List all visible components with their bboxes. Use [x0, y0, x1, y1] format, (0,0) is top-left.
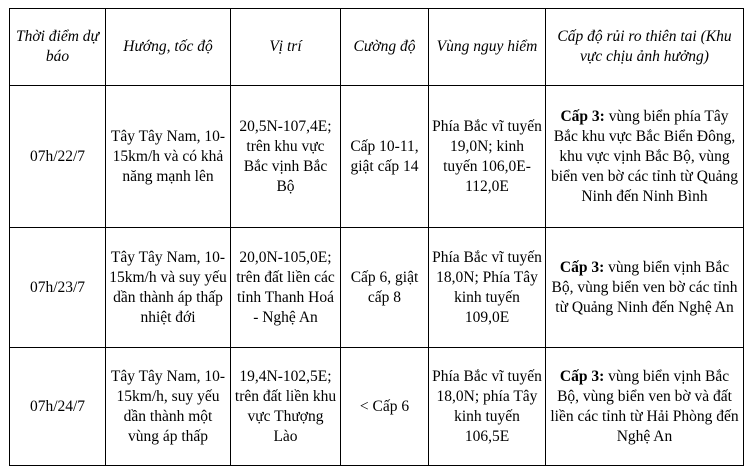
- cell-danger-zone: Phía Bắc vĩ tuyến 18,0N; Phía Tây kinh tuyến 109,0E: [429, 228, 546, 348]
- cell-position: 20,5N-107,4E; trên khu vực Bắc vịnh Bắc Bộ: [231, 86, 341, 228]
- cell-risk: [546, 228, 744, 348]
- cell-direction: Tây Tây Nam, 10-15km/h và suy yếu dần thành áp thấp nhiệt đới: [106, 228, 231, 348]
- risk-level-label: Cấp 3:: [560, 107, 605, 125]
- risk-area-text: vùng biển vịnh Bắc Bộ, vùng biển ven bờ các tỉnh từ Quảng Ninh đến Nghệ An: [551, 258, 738, 316]
- cell-direction: Tây Tây Nam, 10-15km/h, suy yếu dần thành một vùng áp thấp: [106, 348, 231, 466]
- header-intensity: Cường độ: [341, 9, 429, 86]
- cell-intensity: < Cấp 6: [341, 348, 429, 466]
- cell-risk: [546, 86, 744, 228]
- header-direction-speed: Hướng, tốc độ: [106, 9, 231, 86]
- cell-time: 07h/24/7: [10, 348, 106, 466]
- header-danger-zone: Vùng nguy hiểm: [429, 9, 546, 86]
- risk-level-label: Cấp 3:: [559, 367, 605, 385]
- table-row: [10, 228, 744, 348]
- cell-position: 20,0N-105,0E; trên đất liền các tỉnh Thanh Hoá - Nghệ An: [231, 228, 341, 348]
- header-risk-level: Cấp độ rủi ro thiên tai (Khu vực chịu ảnh hưởng): [546, 9, 744, 86]
- cell-direction: Tây Tây Nam, 10-15km/h và có khả năng mạnh lên: [106, 86, 231, 228]
- header-forecast-time: Thời điểm dự báo: [10, 9, 106, 86]
- cell-intensity: Cấp 10-11, giật cấp 14: [341, 86, 429, 228]
- forecast-table-container: [9, 8, 744, 466]
- cell-danger-zone: Phía Bắc vĩ tuyến 19,0N; kinh tuyến 106,0E-112,0E: [429, 86, 546, 228]
- cell-position: 19,4N-102,5E; trên đất liền khu vực Thượng Lào: [231, 348, 341, 466]
- risk-area-text: vùng biển vịnh Bắc Bộ, vùng biển ven bờ và đất liền các tỉnh từ Hải Phòng đến Nghệ An: [550, 367, 739, 445]
- header-row: [10, 9, 744, 86]
- risk-area-text: vùng biển phía Tây Bắc khu vực Bắc Biển Đông, khu vực vịnh Bắc Bộ, vùng biển ven bờ các tỉnh từ Quảng Ninh đến Ninh Bình: [550, 107, 739, 205]
- table-row: [10, 348, 744, 466]
- cell-time: 07h/22/7: [10, 86, 106, 228]
- risk-level-label: Cấp 3:: [559, 258, 605, 276]
- cell-risk: [546, 348, 744, 466]
- header-position: Vị trí: [231, 9, 341, 86]
- cell-time: 07h/23/7: [10, 228, 106, 348]
- cell-danger-zone: Phía Bắc vĩ tuyến 18,0N; phía Tây kinh tuyến 106,5E: [429, 348, 546, 466]
- storm-forecast-table: [9, 8, 744, 466]
- cell-intensity: Cấp 6, giật cấp 8: [341, 228, 429, 348]
- table-row: [10, 86, 744, 228]
